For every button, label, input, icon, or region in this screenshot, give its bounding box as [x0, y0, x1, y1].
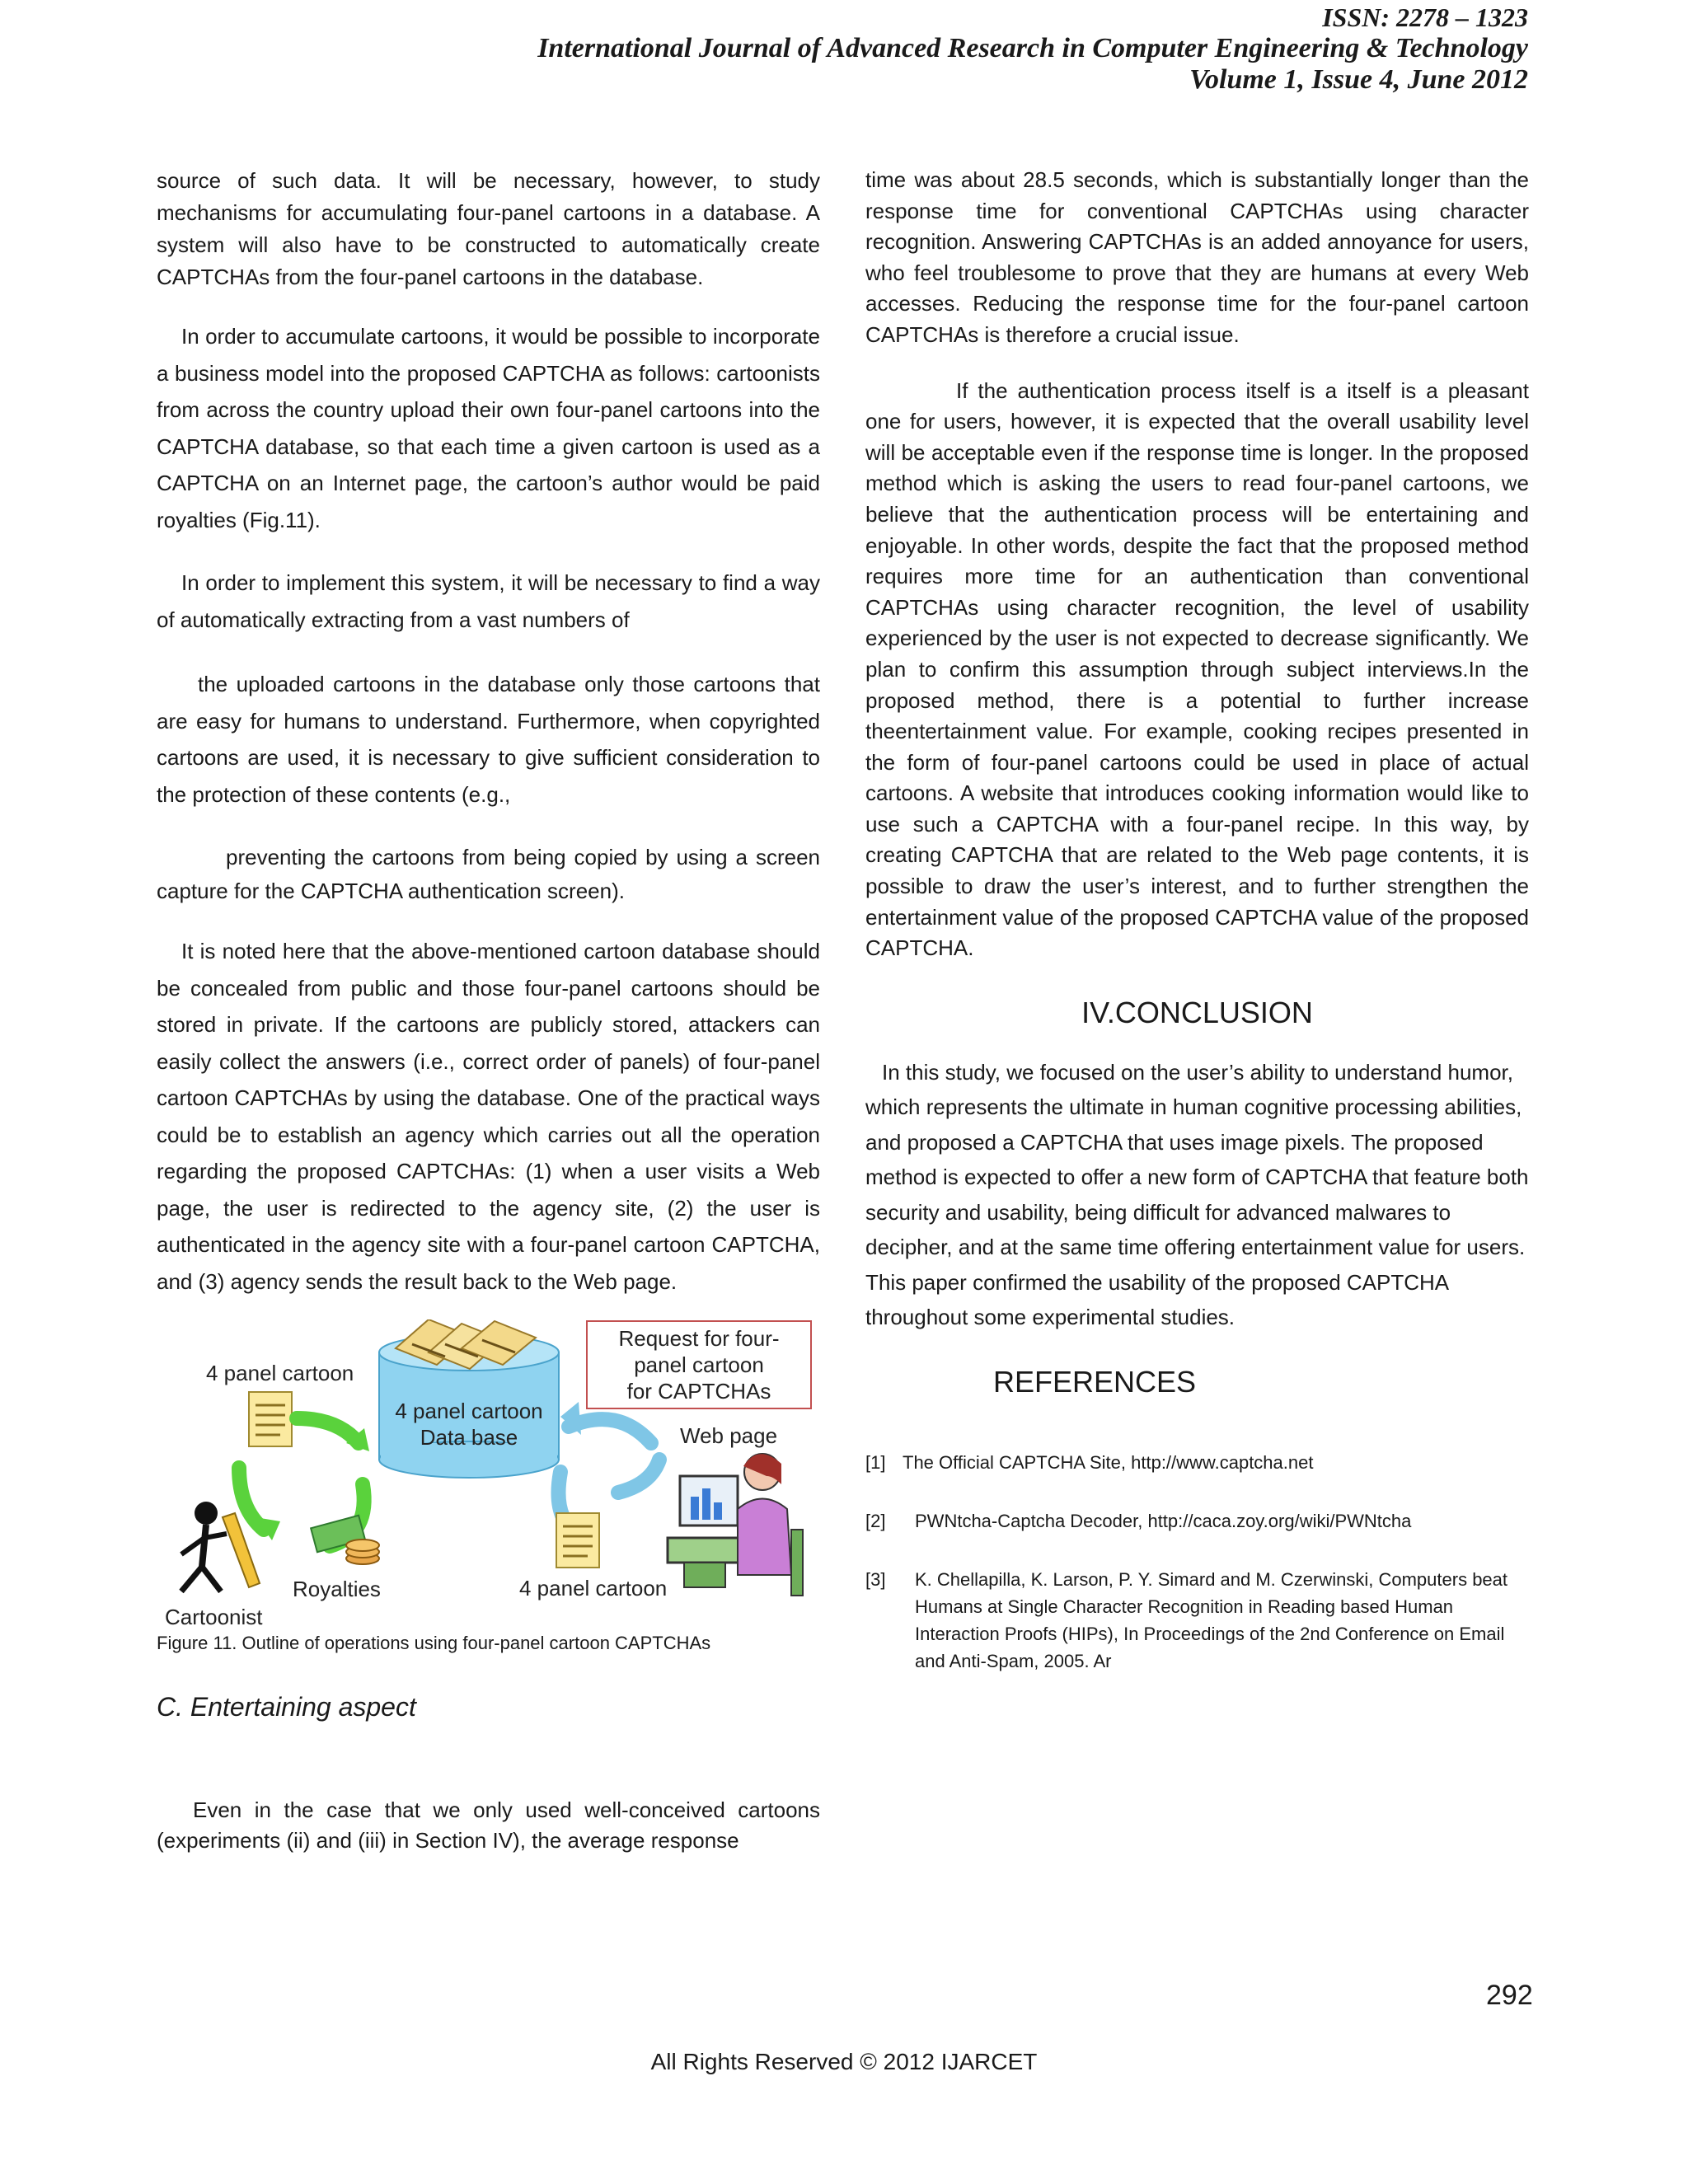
reference-list: [865, 1449, 1529, 1675]
computer-user-icon: [668, 1454, 803, 1596]
reference-item: [865, 1507, 1529, 1535]
reference-text: The Official CAPTCHA Site, http://www.captcha.net: [903, 1451, 1314, 1473]
journal-title: International Journal of Advanced Research in Computer Engineering & Technology: [537, 33, 1528, 63]
journal-header: [537, 2, 1528, 96]
paragraph: source of such data. It will be necessary, however, to study mechanisms for accumulating four-panel cartoons in a database. A system will also have to be constructed to automatically create CAPTCHAs from the four-panel cartoons in the database.: [157, 168, 820, 289]
paragraph: In order to accumulate cartoons, it would be possible to incorporate a business model into the proposed CAPTCHA as follows: cartoonists from across the country upload their own four-panel cartoons into the CAPTCHA database, so that each time a given cartoon is used as a CAPTCHA on an Internet page, the cartoon’s author would be paid royalties (Fig.11).: [157, 324, 820, 532]
paragraph: It is noted here that the above-mentioned cartoon database should be concealed from public and those four-panel cartoons should be stored in private. If the cartoons are publicly stored, attackers can easily collect the answers (i.e., correct order of panels) of four-panel cartoon CAPTCHAs by using the database. One of the practical ways could be to establish an agency which carries out all the operation regarding the proposed CAPTCHAs: (1) when a user visits a Web page, the user is redirected to the agency site, (2) the user is authenticated in the agency site with a four-panel cartoon CAPTCHA, and (3) agency sends the result back to the Web page.: [157, 939, 820, 1294]
figure-caption: Figure 11. Outline of operations using four-panel cartoon CAPTCHAs: [157, 1633, 711, 1653]
paragraph: time was about 28.5 seconds, which is substantially longer than the response time for conventional CAPTCHAs using character recognition. Answering CAPTCHAs is an added annoyance for users, who feel troublesome to prove that they are humans at every Web accesses. Reducing the response time for the four-panel cartoon CAPTCHAs is therefore a crucial issue.: [865, 167, 1529, 347]
request-label-line2: panel cartoon: [634, 1352, 764, 1377]
money-icon: [311, 1516, 379, 1564]
db-label-line2: Data base: [420, 1425, 518, 1450]
request-label-line1: Request for four-: [618, 1326, 780, 1351]
figure-11-diagram: [157, 1319, 820, 1633]
right-column: [865, 165, 1529, 1706]
reference-number: [3]: [865, 1568, 886, 1590]
reference-text: PWNtcha-Captcha Decoder, http://caca.zoy.org/wiki/PWNtcha: [915, 1510, 1412, 1531]
paragraph: If the authentication process itself is a itself is a pleasant one for users, however, it is expected that the overall usability level will be acceptable even if the response time is longer. In the proposed method which is asking the users to read four-panel cartoons, we believe that the authentication process will be entertaining and enjoyable. In other words, despite the fact that the proposed method requires more time for an authentication than conventional CAPTCHAs using character recognition, the level of usability experienced by the user is not expected to decrease significantly. We plan to confirm this assumption through subject interviews.In the proposed method, there is a potential to further increase theentertainment value. For example, cooking recipes presented in the form of four-panel cartoons could be used in place of actual cartoons. A website that introduces cooking information would like to use such a CAPTCHA with a four-panel recipe. In this way, by creating CAPTCHA that are related to the Web page contents, it is possible to draw the user’s interest, and to further strengthen the entertainment value of the proposed CAPTCHA value of the proposed CAPTCHA.: [865, 377, 1529, 961]
volume-info: Volume 1, Issue 4, June 2012: [1189, 64, 1528, 95]
web-page-label: Web page: [680, 1423, 778, 1448]
conclusion-paragraph: In this study, we focused on the user’s ability to understand humor, which represents the ultimate in human cognitive processing abilities, and proposed a CAPTCHA that uses image pixels. The proposed method is expected to offer a new form of CAPTCHA that feature both security and usability, being difficult for advanced malwares to decipher, and at the same time offering entertainment value for users. This paper confirmed the usability of the proposed CAPTCHA throughout some experimental studies.: [865, 1059, 1529, 1330]
page-number: 292: [1486, 1980, 1533, 2011]
left-column: [157, 165, 820, 1856]
document-icon: [249, 1392, 292, 1446]
paragraph: the uploaded cartoons in the database only those cartoons that are easy for humans to understand. Furthermore, when copyrighted cartoons are used, it is necessary to give sufficient consideration to the protection of these contents (e.g.,: [157, 672, 820, 807]
cartoonist-label: Cartoonist: [165, 1605, 263, 1629]
reference-text: K. Chellapilla, K. Larson, P. Y. Simard and M. Czerwinski, Computers beat Humans at Single Character Recognition in Reading based Human Interaction Proofs (HIPs), In Proceedings of the 2nd Conference on Email and Anti-Spam, 2005. Ar: [915, 1568, 1508, 1671]
paragraph: In order to implement this system, it will be necessary to find a way of automatically extracting from a vast numbers of: [157, 570, 820, 632]
reference-number: [2]: [865, 1510, 886, 1531]
figure-11: [157, 1319, 820, 1633]
request-label-line3: for CAPTCHAs: [626, 1379, 771, 1404]
reference-number: [1]: [865, 1451, 886, 1473]
paragraph: preventing the cartoons from being copied by using a screen capture for the CAPTCHA authentication screen).: [157, 845, 820, 903]
reference-item: [865, 1449, 1529, 1476]
subsection-heading: C. Entertaining aspect: [157, 1692, 416, 1722]
issn: ISSN: 2278 – 1323: [1322, 2, 1528, 32]
footer-copyright: All Rights Reserved © 2012 IJARCET: [650, 2049, 1038, 2074]
royalties-label: Royalties: [293, 1577, 381, 1601]
references-heading: REFERENCES: [993, 1364, 1197, 1399]
reference-item: [865, 1566, 1529, 1675]
conclusion-heading: IV.CONCLUSION: [1081, 995, 1313, 1029]
four-panel-bottom-label: 4 panel cartoon: [519, 1576, 668, 1601]
db-label-line1: 4 panel cartoon: [395, 1399, 543, 1423]
paragraph: Even in the case that we only used well-conceived cartoons (experiments (ii) and (iii) in Section IV), the average response: [157, 1797, 820, 1853]
four-panel-top-label: 4 panel cartoon: [206, 1361, 354, 1385]
document-icon: [556, 1513, 599, 1568]
